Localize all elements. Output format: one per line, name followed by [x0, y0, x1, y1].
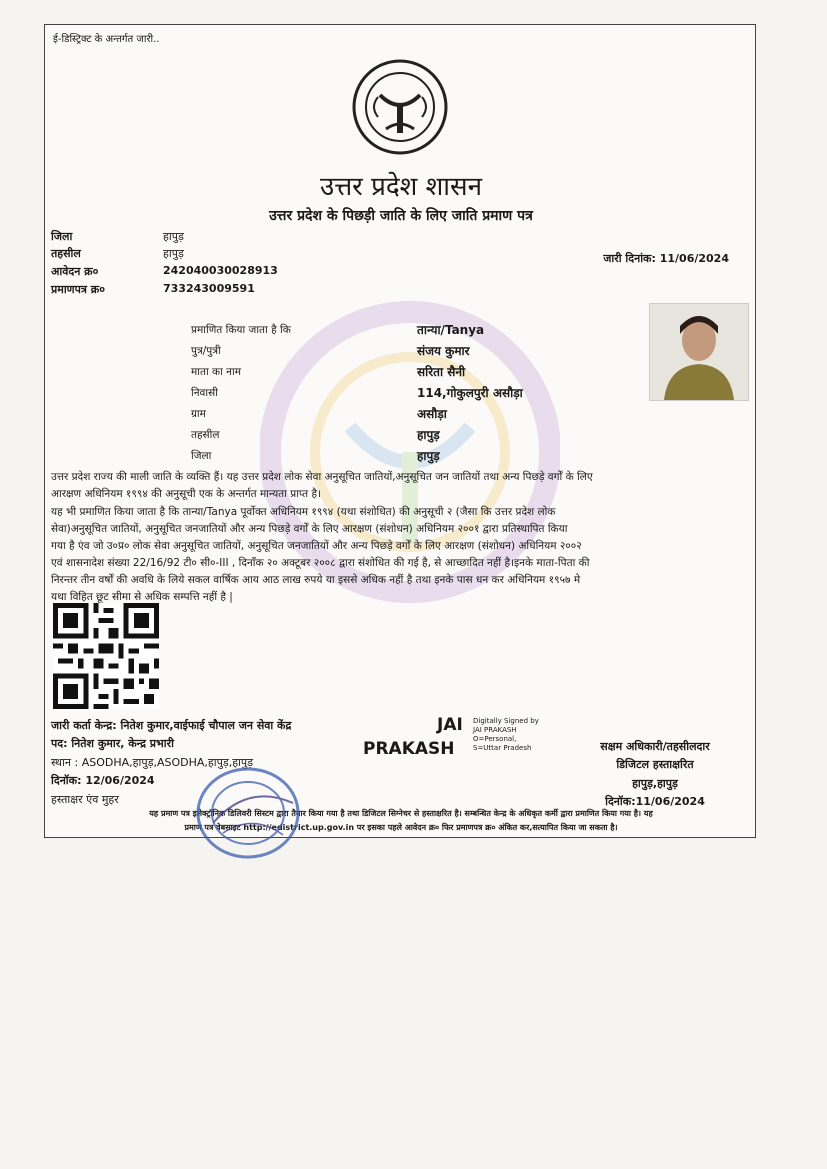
parent-name: संजय कुमार: [417, 344, 470, 358]
mother-label: माता का नाम: [191, 366, 241, 378]
digital-signature-name-1: JAI: [437, 715, 463, 735]
header-note: ई-डिस्ट्रिक्ट के अन्तर्गत जारी..: [53, 34, 160, 45]
digital-signature-name-2: PRAKASH: [363, 739, 455, 759]
meta-tehsil: हापुड़: [163, 247, 184, 260]
authority-place: हापुड़,हापुड़: [632, 777, 678, 790]
paragraph-line: एवं शासनादेश संख्या 22/16/92 टी० सी०-III , दिनाँक २० अक्टूबर २००८ द्वारा संशोधित की गई है, से आच्छादित नहीं है।इनके माता-पिता की: [51, 557, 590, 569]
digital-signature-detail: S=Uttar Pradesh: [473, 744, 532, 752]
issue-date: जारी दिनांक: 11/06/2024: [603, 252, 729, 265]
resident-address: 114,गोकुलपुरी असौड़ा: [417, 386, 523, 400]
detail-district-label: जिला: [191, 450, 212, 462]
stamp-seal-icon: [193, 763, 303, 863]
footer-line: प्रमाण पत्र वेबसाइट http://edistrict.up.gov.in पर इसका पहले आवेदन क्र० फिर प्रमाणपत्र क्र० अंकित कर,सत्यापित किया जा सकता है।: [184, 823, 618, 832]
qr-code-icon[interactable]: [53, 603, 159, 709]
paragraph-line: यह भी प्रमाणित किया जाता है कि तान्या/Tanya पूर्वोक्त अधिनियम १९९४ (यथा संशोधित) की अनुसूची २ (जैसा कि उत्तर प्रदेश लोक: [51, 506, 556, 518]
authority-signed: डिजिटल हस्ताक्षरित: [616, 758, 694, 771]
page-title: उत्तर प्रदेश शासन: [319, 172, 483, 202]
meta-application-no: 242040030028913: [163, 264, 278, 277]
meta-certificate-no: 733243009591: [163, 282, 255, 295]
digital-signature-detail: JAI PRAKASH: [473, 726, 517, 734]
paragraph-line: सेवा)अनुसूचित जातियों, अनुसूचित जनजातियों और अन्य पिछड़े वर्गों के लिए आरक्षण (संशोधन) अधिनियम २००१ द्वारा प्रतिस्थापित किया: [51, 523, 568, 535]
page-subtitle: उत्तर प्रदेश के पिछड़ी जाति के लिए जाति प्रमाण पत्र: [269, 208, 533, 224]
meta-certificate-label: प्रमाणपत्र क्र०: [51, 283, 105, 296]
paragraph-line: उत्तर प्रदेश राज्य की माली जाति के व्यक्ति हैं। यह उत्तर प्रदेश लोक सेवा अनुसूचित जातियों,अनुसूचित जन जातियों तथा अन्य पिछड़े वर्गों के लिए: [51, 471, 593, 483]
paragraph-line: यथा विहित छूट सीमा से अधिक सम्पत्ति नहीं है |: [51, 591, 233, 603]
resident-label: निवासी: [191, 387, 218, 399]
digital-signature-detail: Digitally Signed by: [473, 717, 539, 725]
issuer-date: दिनॉक: 12/06/2024: [51, 774, 155, 787]
detail-district: हापुड़: [417, 449, 440, 463]
issuer-place: स्थान : ASODHA,हापुड़,ASODHA,हापुड़,हापुड़: [51, 756, 254, 769]
meta-district: हापुड़: [163, 230, 184, 243]
paragraph-line: गया है एंव जो उ०प्र० लोक सेवा अनुसूचित जातियों, अनुसूचित जनजातियों और अन्य पिछड़े वर्गों के लिए आरक्षण (संशोधन) अधिनियम २००२: [51, 540, 582, 552]
detail-tehsil: हापुड़: [417, 428, 440, 442]
footer-note: [51, 807, 751, 835]
authority-date: दिनॉक:11/06/2024: [605, 795, 705, 808]
parent-label: पुत्र/पुत्री: [191, 345, 221, 357]
certificate: [44, 24, 756, 838]
issuer-sign-label: हस्ताक्षर एंव मुहर: [51, 793, 119, 806]
holder-photo: [649, 303, 749, 401]
holder-name: तान्या/Tanya: [417, 323, 485, 337]
detail-tehsil-label: तहसील: [191, 429, 220, 441]
issuer-post: पद: नितेश कुमार, केन्द्र प्रभारी: [51, 737, 174, 750]
authority-title: सक्षम अधिकारी/तहसीलदार: [600, 740, 710, 753]
digital-signature-detail: O=Personal,: [473, 735, 517, 743]
issuing-centre: जारी कर्ता केन्द्र: नितेश कुमार,वाईफाई चौपाल जन सेवा केंद्र: [51, 719, 292, 732]
up-emblem-icon: [350, 57, 450, 157]
certify-label: प्रमाणित किया जाता है कि: [191, 324, 291, 336]
footer-line: यह प्रमाण पत्र इलेक्ट्रॉनिक डिलिवरी सिस्टम द्वारा तैयार किया गया है तथा डिजिटल सिग्नेचर से हस्ताक्षरित है। सम्बन्धित केन्द्र के अधिकृत कर्मी द्वारा प्रमाणित किया गया है। यह: [149, 809, 653, 818]
meta-application-label: आवेदन क्र०: [51, 265, 99, 278]
village-label: ग्राम: [191, 408, 206, 420]
paragraph-line: आरक्षण अधिनियम १९९४ की अनुसूची एक के अन्तर्गत मान्यता प्राप्त है।: [51, 488, 322, 500]
meta-district-label: जिला: [51, 230, 73, 243]
village-name: असौड़ा: [417, 407, 447, 421]
mother-name: सरिता सैनी: [417, 365, 466, 379]
paragraph-line: निरन्तर तीन वर्षों की अवधि के लिये सकल वार्षिक आय आठ लाख रुपये या इससे अधिक नहीं है तथा इनके पास धन कर अधिनियम १९५७ मे: [51, 574, 581, 586]
meta-tehsil-label: तहसील: [51, 247, 81, 260]
